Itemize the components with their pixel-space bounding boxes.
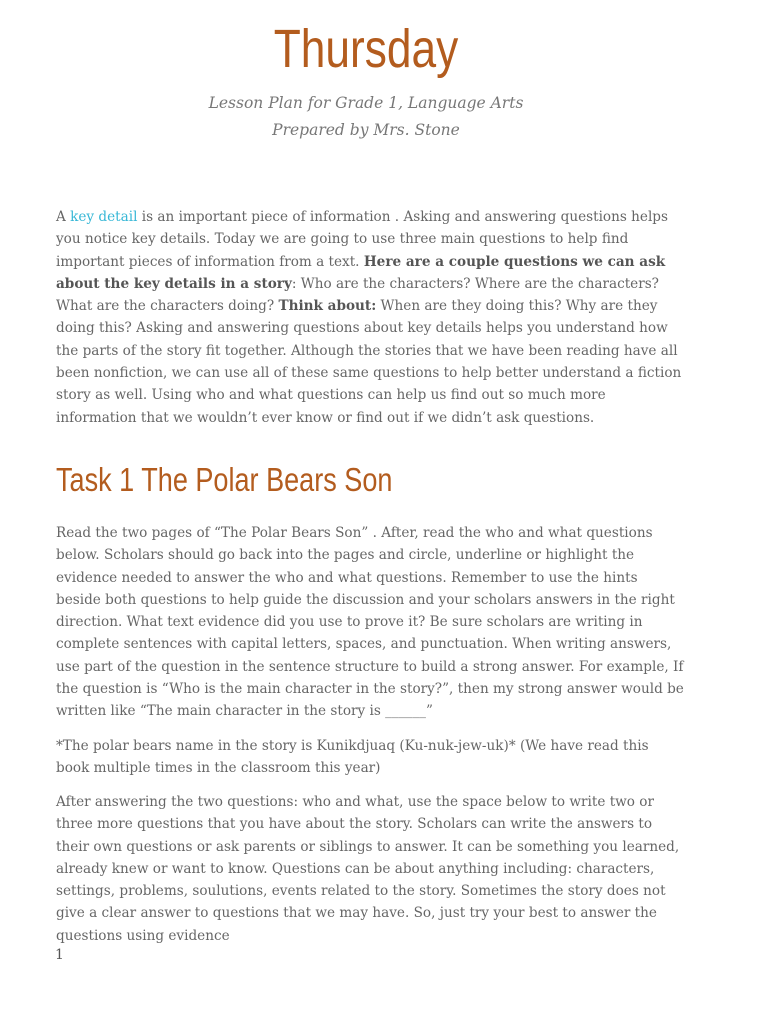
intro-lead: A <box>56 209 71 225</box>
lesson-subtitle: Lesson Plan for Grade 1, Language Arts <box>208 94 524 112</box>
page-number: 1 <box>55 947 64 963</box>
intro-bold-2: Think about: <box>278 298 377 315</box>
intro-text-1: is an important piece of information . Asking and answering questions helps you notice key details. Today we are going to use three main questions to help find important pieces of information from a text. <box>56 209 668 270</box>
intro-bold-1: Here are a couple questions we can ask about the key details in a story <box>56 253 666 292</box>
page-title: Thursday <box>273 19 459 79</box>
intro-text-3: When are they doing this? Why are they doing this? Asking and answering questions about key details helps you understand how the parts of the story fit together. Although the stories that we have been reading have all been nonfiction, we can use all of these same questions to help better understand a fiction story as well. Using who and what questions can help us find out so much more information that we wouldn’t ever know or find out if we didn’t ask questions. <box>56 298 682 426</box>
intro-text-2: : Who are the characters? Where are the characters? What are the characters doing? <box>56 275 659 315</box>
task1-followup: After answering the two questions: who and what, use the space below to write two or three more questions that you have about the story. Scholars can write the answers to their own questions or ask parents or siblings to answer. It can be something you learned, already knew or want to know. Questions can be about anything including: characters, settings, problems, soulutions, events related to the story. Sometimes the story does not give a clear answer to questions that we may have. So, just try your best to answer the questions using evidence <box>56 794 680 944</box>
author-line: Prepared by Mrs. Stone <box>272 121 460 139</box>
intro-paragraph <box>56 206 684 429</box>
task1-note: *The polar bears name in the story is Kunikdjuaq (Ku-nuk-jew-uk)* (We have read this book multiple times in the classroom this year) <box>56 738 649 777</box>
key-detail-term: key detail <box>70 209 138 225</box>
task1-instructions: Read the two pages of “The Polar Bears Son” . After, read the who and what questions below. Scholars should go back into the pages and circle, underline or highlight the evidence needed to answer the who and what questions. Remember to use the hints beside both questions to help guide the discussion and your scholars answers in the right direction. What text evidence did you use to prove it? Be sure scholars are writing in complete sentences with capital letters, spaces, and punctuation. When writing answers, use part of the question in the sentence structure to build a strong answer. For example, If the question is “Who is the main character in the story?”, then my strong answer would be written like “The main character in the story is ______” <box>56 525 684 720</box>
task1-heading: Task 1 The Polar Bears Son <box>56 461 393 498</box>
